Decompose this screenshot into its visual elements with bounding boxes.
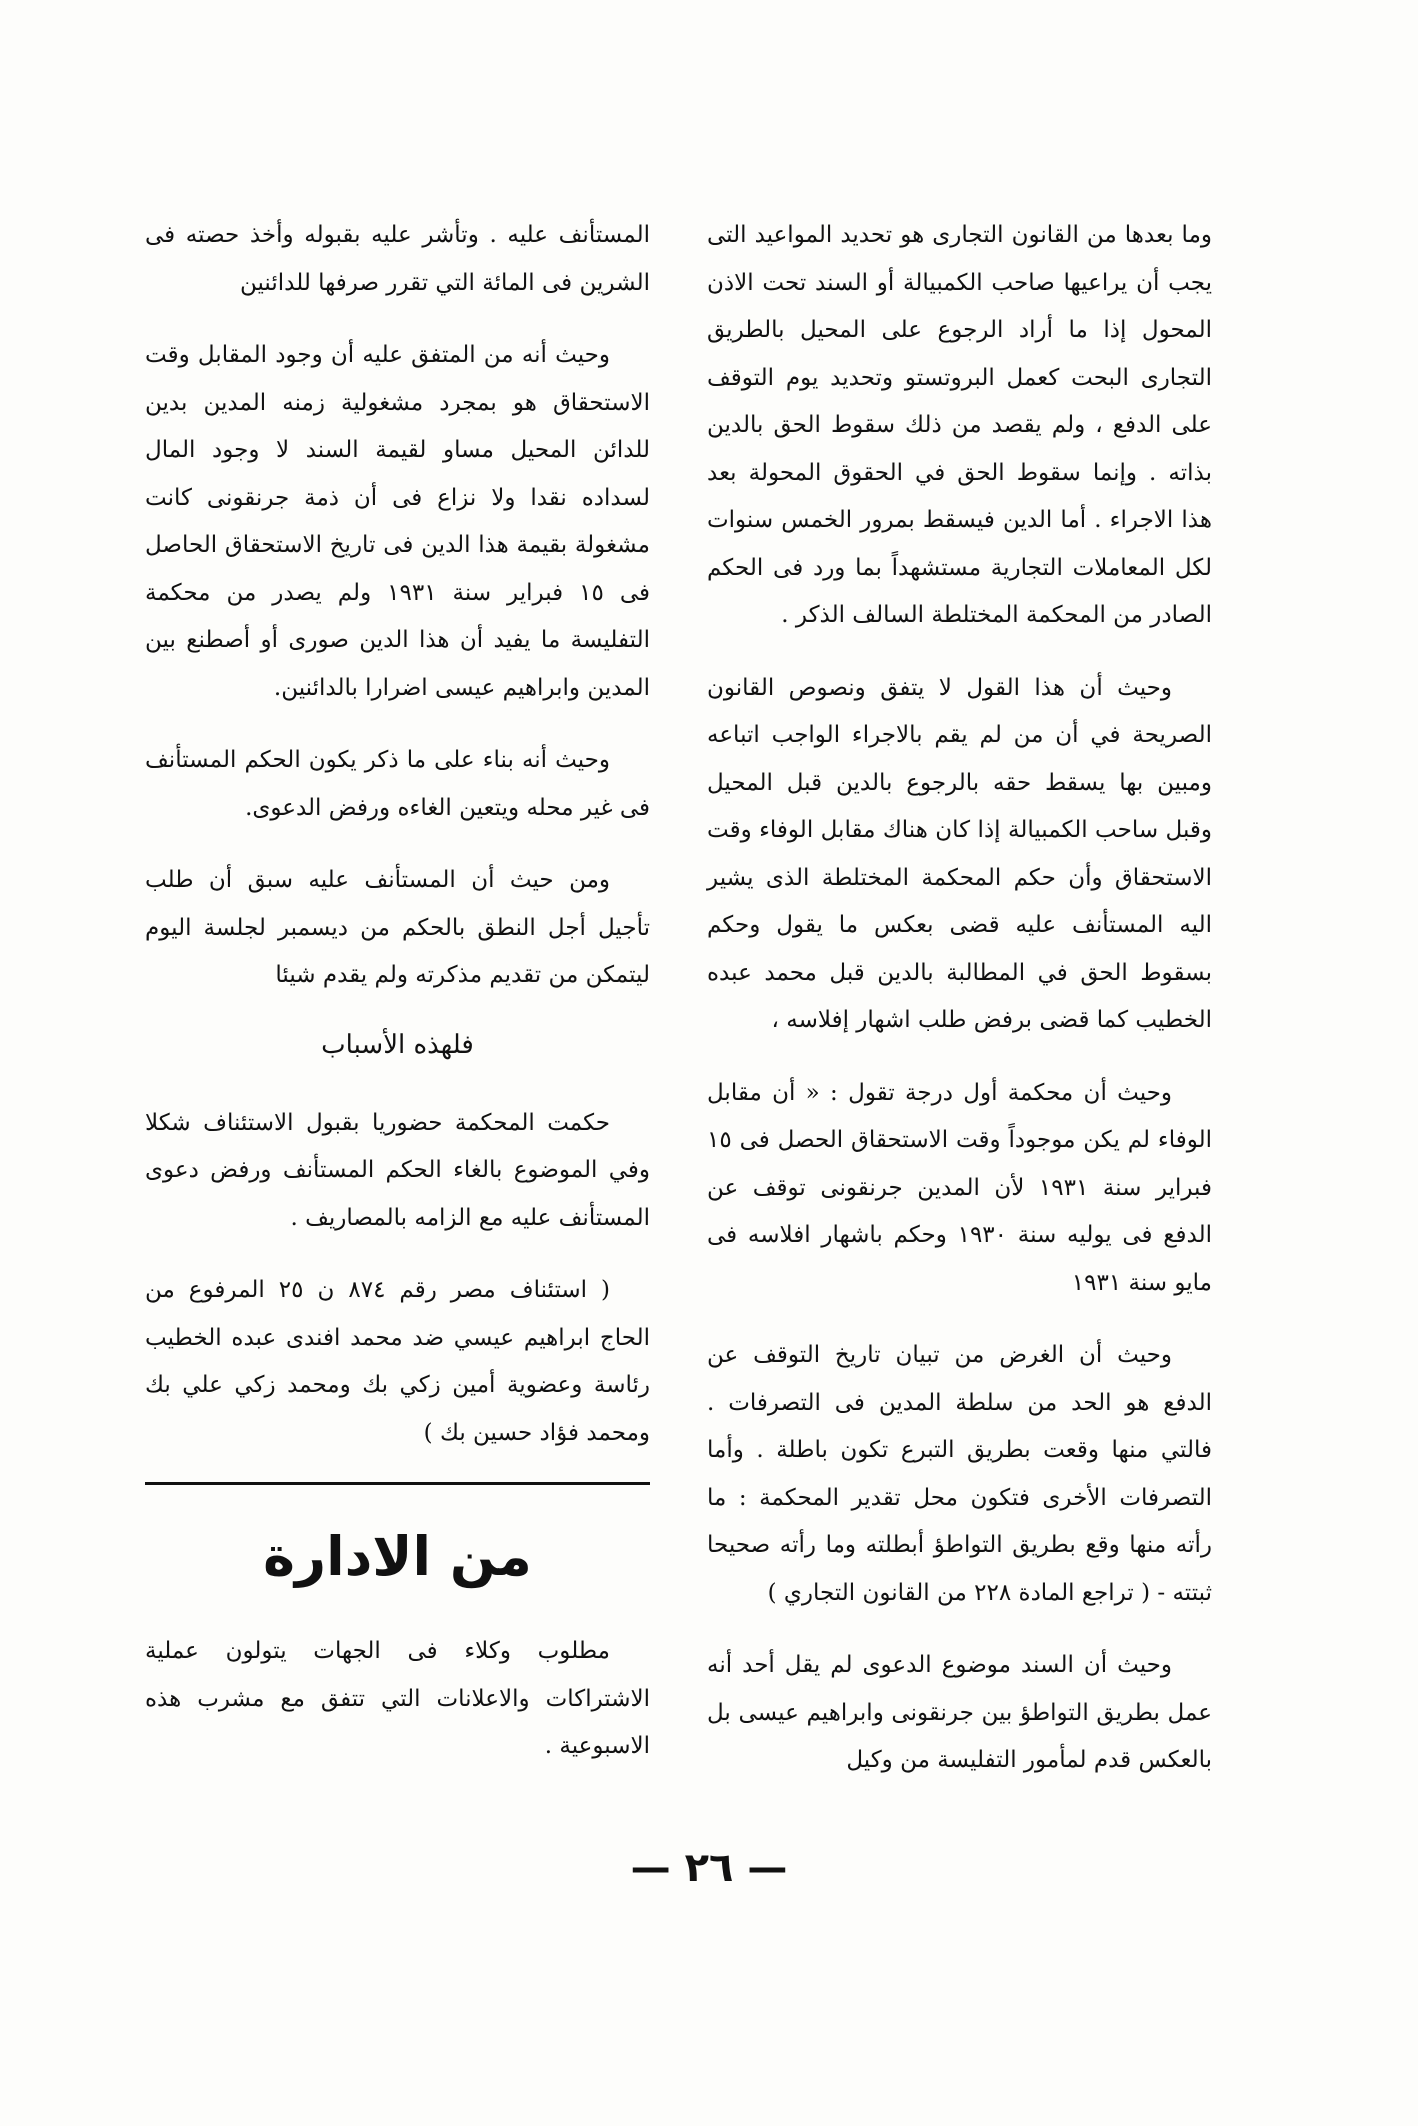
right-column <box>707 212 1212 1810</box>
case-citation: ( استئناف مصر رقم ٨٧٤ ن ٢٥ المرفوع من الحاج ابراهيم عيسي ضد محمد افندى عبده الخطيب رئاسة وعضوية أمين زكي بك ومحمد زكي علي بك ومحمد فؤاد حسين بك ) <box>145 1277 650 1446</box>
section-heading: من الادارة <box>263 1525 532 1588</box>
page-number: — ٢٦ — <box>630 1845 788 1891</box>
paragraph: وحيث أن محكمة أول درجة تقول : « أن مقابل الوفاء لم يكن موجوداً وقت الاستحقاق الحصل فى ١٥ فبراير سنة ١٩٣١ لأن المدين جرنقونى توقف عن الدفع فى يوليه سنة ١٩٣٠ وحكم باشهار افلاسه فى مايو سنة ١٩٣١ <box>707 1079 1212 1296</box>
paragraph: وما بعدها من القانون التجارى هو تحديد المواعيد التى يجب أن يراعيها صاحب الكمبيالة أو السند تحت الاذن المحول إذا ما أراد الرجوع على المحيل بالطريق التجارى البحت كعمل البروتستو وتحديد يوم التوقف على الدفع ، ولم يقصد من ذلك سقوط الحق بالدين بذاته . وإنما سقوط الحق في الحقوق المحولة بعد هذا الاجراء . أما الدين فيسقط بمرور الخمس سنوات لكل المعاملات التجارية مستشهداً بما ورد فى الحكم الصادر من المحكمة المختلطة السالف الذكر . <box>707 222 1212 628</box>
paragraph: وحيث أنه من المتفق عليه أن وجود المقابل وقت الاستحقاق هو بمجرد مشغولية زمنه المدين بدين للدائن المحيل مساو لقيمة السند لا وجود المال لسداده نقدا ولا نزاع فى أن ذمة جرنقونى كانت مشغولة بقيمة هذا الدين فى تاريخ الاستحقاق الحاصل فى ١٥ فبراير سنة ١٩٣١ ولم يصدر من محكمة التفليسة ما يفيد أن هذا الدين صورى أو أصطنع بين المدين وابراهيم عيسى اضرارا بالدائنين. <box>145 342 650 701</box>
section-divider <box>145 1482 650 1485</box>
left-column <box>145 212 650 1796</box>
paragraph: وحيث أن السند موضوع الدعوى لم يقل أحد أنه عمل بطريق التواطؤ بين جرنقونى وابراهيم عيسى بل بالعكس قدم لمأمور التفليسة من وكيل <box>707 1652 1212 1773</box>
paragraph: وحيث أن هذا القول لا يتفق ونصوص القانون الصريحة في أن من لم يقم بالاجراء الواجب اتباعه ومبين بها يسقط حقه بالرجوع بالدين قبل المحيل وقبل ساحب الكمبيالة إذا كان هناك مقابل الوفاء وقت الاستحقاق وأن حكم المحكمة المختلطة الذى يشير اليه المستأنف عليه قضى بعكس ما يقول وحكم بسقوط الحق في المطالبة بالدين قبل محمد عبده الخطيب كما قضى برفض طلب اشهار إفلاسه ، <box>707 674 1212 1033</box>
paragraph: المستأنف عليه . وتأشر عليه بقبوله وأخذ حصته فى الشرين فى المائة التي تقرر صرفها للدائنين <box>145 222 650 296</box>
admin-notice: مطلوب وكلاء فى الجهات يتولون عملية الاشتراكات والاعلانات التي تتفق مع مشرب هذه الاسبوعية . <box>145 1638 650 1759</box>
judgment-paragraph: حكمت المحكمة حضوريا بقبول الاستئناف شكلا وفي الموضوع بالغاء الحكم المستأنف ورفض دعوى المستأنف عليه مع الزامه بالمصاريف . <box>145 1109 650 1231</box>
paragraph: وحيث أن الغرض من تبيان تاريخ التوقف عن الدفع هو الحد من سلطة المدين فى التصرفات . فالتي منها وقعت بطريق التبرع تكون باطلة . وأما التصرفات الأخرى فتكون محل تقدير المحكمة : ما رأته منها وقع بطريق التواطؤ أبطلته وما رأته صحيحا ثبتته - ( تراجع المادة ٢٢٨ من القانون التجاري ) <box>707 1342 1212 1606</box>
paragraph: وحيث أنه بناء على ما ذكر يكون الحكم المستأنف فى غير محله ويتعين الغاءه ورفض الدعوى. <box>145 747 650 821</box>
reasons-heading: فلهذه الأسباب <box>321 1029 474 1060</box>
paragraph: ومن حيث أن المستأنف عليه سبق أن طلب تأجيل أجل النطق بالحكم من ديسمبر لجلسة اليوم ليتمكن من تقديم مذكرته ولم يقدم شيئا <box>145 867 650 988</box>
